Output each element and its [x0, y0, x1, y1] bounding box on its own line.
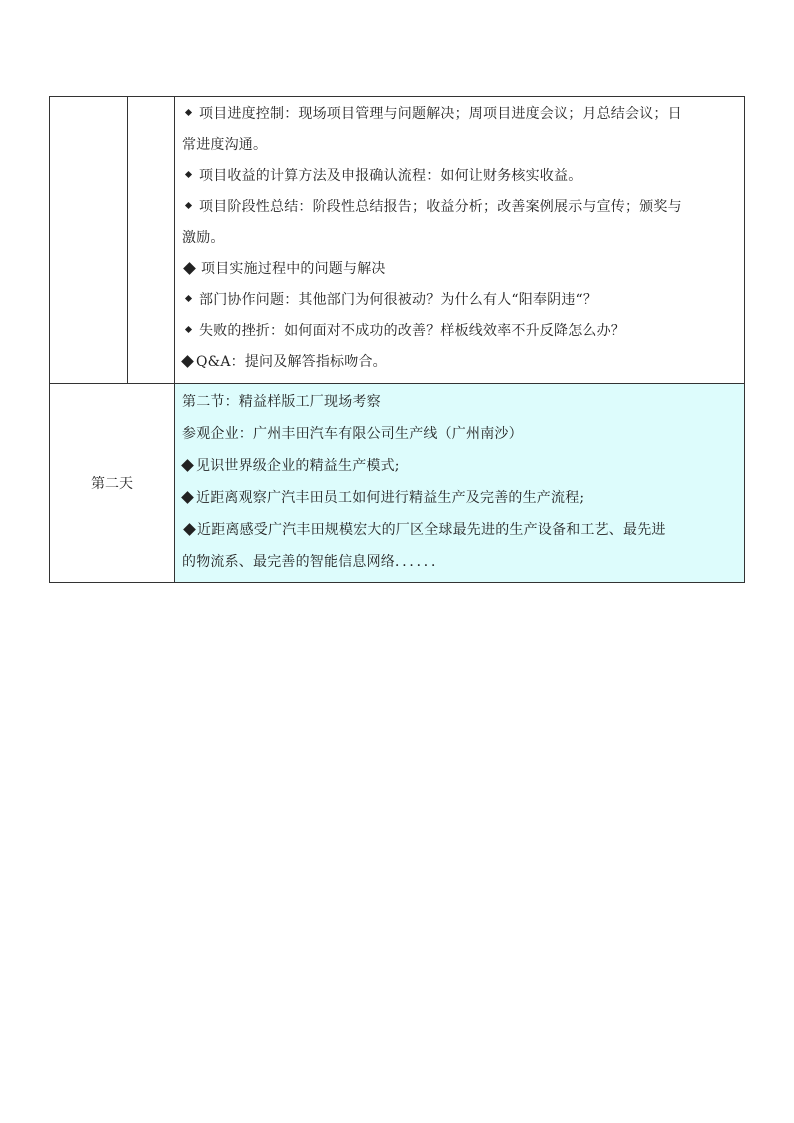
diamond-bullet-icon: [181, 491, 194, 504]
list-item-continuation: [182, 223, 738, 254]
qa-item: [182, 347, 738, 378]
diamond-bullet-icon: [183, 523, 196, 536]
list-item: [182, 450, 738, 482]
diamond-bullet-icon: [185, 109, 192, 116]
item-text: 失败的挫折：如何面对不成功的改善？样板线效率不升反降怎么办？: [199, 323, 625, 339]
item-text: 项目进度控制：现场项目管理与问题解决；周项目进度会议；月总结会议；日: [199, 106, 682, 122]
diamond-bullet-icon: [181, 459, 194, 472]
table-row: [50, 384, 745, 583]
visit-company: [182, 418, 738, 450]
list-item-continuation: [182, 130, 738, 161]
item-text: 见识世界级企业的精益生产模式;: [196, 458, 400, 474]
list-item: [182, 99, 738, 130]
item-text: 项目阶段性总结：阶段性总结报告；收益分析；改善案例展示与宣传；颁奖与: [199, 199, 682, 215]
list-item: [182, 482, 738, 514]
list-item: [182, 161, 738, 192]
item-text: 常进度沟通。: [182, 137, 268, 153]
section-heading: [182, 254, 738, 285]
item-text: 激励。: [182, 230, 225, 246]
diamond-bullet-icon: [183, 262, 196, 275]
item-text: 项目实施过程中的问题与解决: [201, 261, 386, 277]
list-item-continuation: [182, 546, 738, 578]
content-cell: [175, 97, 745, 384]
content-cell: [175, 384, 745, 583]
item-text: 近距离观察广汽丰田员工如何进行精益生产及完善的生产流程;: [196, 490, 585, 506]
diamond-bullet-icon: [181, 355, 194, 368]
diamond-bullet-icon: [185, 171, 192, 178]
spacer-cell: [128, 97, 175, 384]
diamond-bullet-icon: [185, 326, 192, 333]
list-item: [182, 192, 738, 223]
diamond-bullet-icon: [185, 295, 192, 302]
item-text: 项目收益的计算方法及申报确认流程：如何让财务核实收益。: [199, 168, 583, 184]
day-label-cell: [50, 97, 128, 384]
day-label-cell: 第二天: [50, 384, 175, 583]
item-text: 的物流系、最完善的智能信息网络．．．．．．: [182, 554, 446, 570]
list-item: [182, 285, 738, 316]
table-row: [50, 97, 745, 384]
item-text: 第二节：精益样版工厂现场考察: [182, 394, 381, 410]
item-text: 参观企业：广州丰田汽车有限公司生产线（广州南沙）: [182, 426, 523, 442]
list-item: [182, 316, 738, 347]
diamond-bullet-icon: [185, 202, 192, 209]
training-schedule-table: [49, 96, 745, 583]
item-text: Q&A：提问及解答指标吻合。: [196, 354, 387, 370]
section-title: [182, 386, 738, 418]
item-text: 部门协作问题：其他部门为何很被动？为什么有人“阳奉阴违“？: [199, 292, 598, 308]
item-text: 近距离感受广汽丰田规模宏大的厂区全球最先进的生产设备和工艺、最先进: [197, 522, 666, 538]
list-item: [182, 514, 738, 546]
